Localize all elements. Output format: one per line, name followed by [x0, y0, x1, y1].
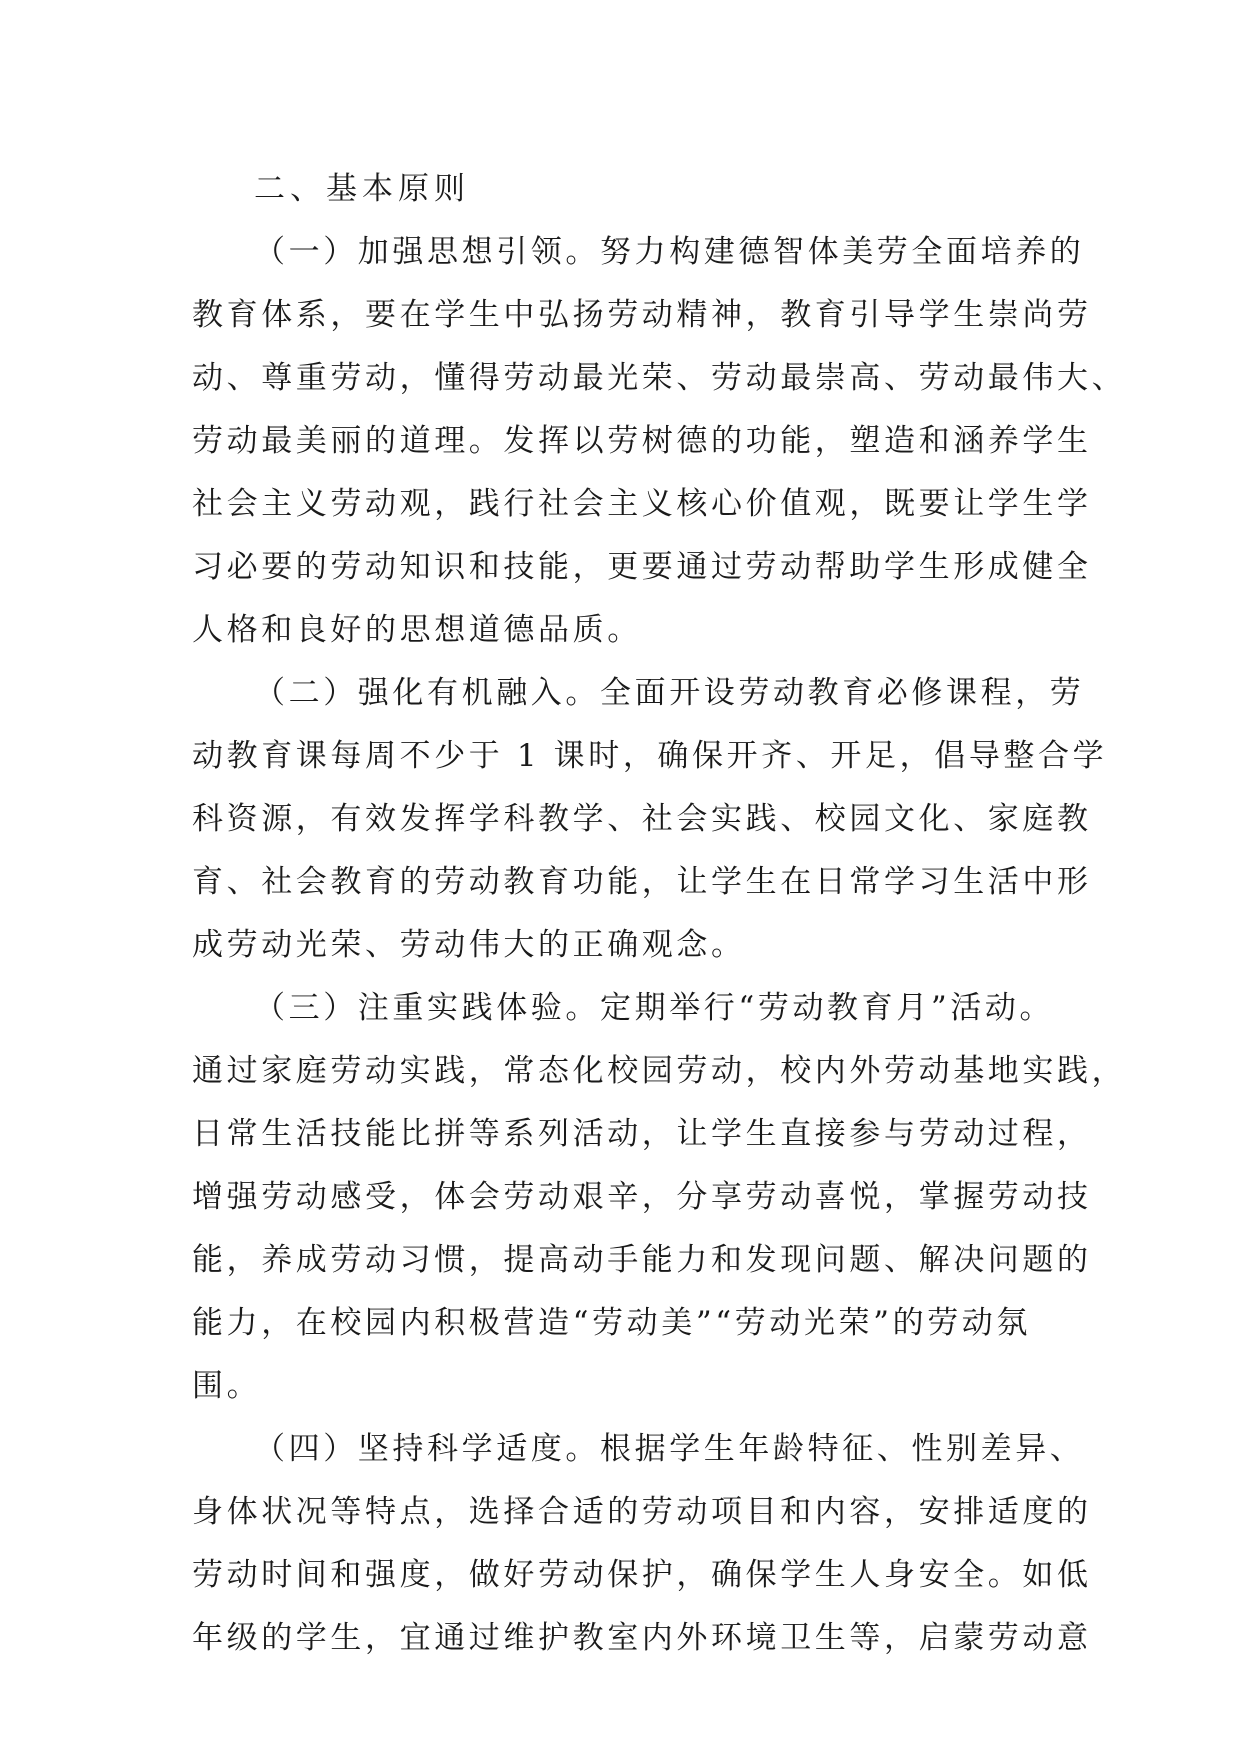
paragraph-3 [192, 977, 1127, 1418]
paragraph-line: （三）注重实践体验。定期举行“劳动教育月”活动。 [254, 990, 1055, 1026]
paragraph-line: 能力，在校园内积极营造“劳动美”“劳动光荣”的劳动氛 [192, 1305, 1031, 1341]
paragraph-line: 劳动最美丽的道理。发挥以劳树德的功能，塑造和涵养学生 [192, 423, 1092, 459]
paragraph-line: 日常生活技能比拼等系列活动，让学生直接参与劳动过程， [192, 1116, 1092, 1152]
paragraph-line: 年级的学生，宜通过维护教室内外环境卫生等，启蒙劳动意 [192, 1620, 1092, 1656]
paragraph-line: 能，养成劳动习惯，提高动手能力和发现问题、解决问题的 [192, 1242, 1092, 1278]
paragraph-line: 身体状况等特点，选择合适的劳动项目和内容，安排适度的 [192, 1494, 1092, 1530]
paragraph-line: 成劳动光荣、劳动伟大的正确观念。 [192, 927, 746, 963]
paragraph-line: （二）强化有机融入。全面开设劳动教育必修课程，劳 [254, 675, 1085, 711]
paragraph-line: 动教育课每周不少于 1 课时，确保开齐、开足，倡导整合学 [192, 738, 1108, 774]
document-page [192, 158, 1127, 1670]
paragraph-line: （一）加强思想引领。努力构建德智体美劳全面培养的 [254, 234, 1085, 270]
paragraph-line: 育、社会教育的劳动教育功能，让学生在日常学习生活中形 [192, 864, 1092, 900]
section-heading: 二、基本原则 [254, 171, 470, 207]
paragraph-line: 科资源，有效发挥学科教学、社会实践、校园文化、家庭教 [192, 801, 1092, 837]
paragraph-line: 通过家庭劳动实践，常态化校园劳动，校内外劳动基地实践， [192, 1053, 1127, 1089]
paragraph-1 [192, 221, 1127, 662]
paragraph-line: 习必要的劳动知识和技能，更要通过劳动帮助学生形成健全 [192, 549, 1092, 585]
paragraph-line: （四）坚持科学适度。根据学生年龄特征、性别差异、 [254, 1431, 1085, 1467]
paragraph-line: 围。 [192, 1368, 262, 1404]
paragraph-2 [192, 662, 1108, 977]
paragraph-line: 动、尊重劳动，懂得劳动最光荣、劳动最崇高、劳动最伟大、 [192, 360, 1127, 396]
paragraph-line: 教育体系，要在学生中弘扬劳动精神，教育引导学生崇尚劳 [192, 297, 1092, 333]
paragraph-line: 社会主义劳动观，践行社会主义核心价值观，既要让学生学 [192, 486, 1092, 522]
paragraph-line: 增强劳动感受，体会劳动艰辛，分享劳动喜悦，掌握劳动技 [192, 1179, 1092, 1215]
paragraph-4 [192, 1418, 1092, 1670]
paragraph-line: 人格和良好的思想道德品质。 [192, 612, 642, 648]
paragraph-line: 劳动时间和强度，做好劳动保护，确保学生人身安全。如低 [192, 1557, 1092, 1593]
